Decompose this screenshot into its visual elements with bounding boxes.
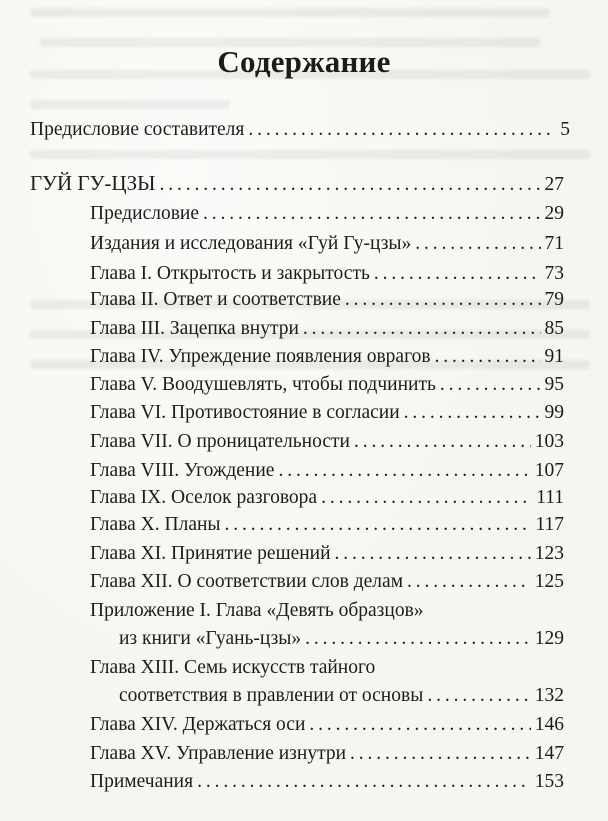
toc-entry-page: 146	[534, 714, 564, 735]
dot-leader	[225, 513, 532, 537]
toc-entry	[90, 232, 564, 256]
dot-leader	[321, 486, 532, 510]
dot-leader	[278, 459, 530, 483]
toc-entry-page: 95	[544, 374, 564, 395]
dot-leader	[415, 232, 540, 256]
dot-leader	[404, 401, 541, 425]
toc-entry-label: Приложение I. Глава «Девять образцов»	[90, 600, 424, 621]
toc-entry-page: 79	[544, 289, 564, 310]
dot-leader	[303, 317, 541, 341]
toc-entry-page: 73	[544, 263, 564, 284]
dot-leader	[440, 373, 541, 397]
toc-entry-label: Глава XI. Принятие решений	[90, 543, 331, 564]
dot-leader	[407, 570, 531, 594]
toc-entry-label: Глава VI. Противостояние в согласии	[90, 402, 400, 423]
toc-entry	[90, 542, 564, 566]
bleed-through-mark	[30, 100, 230, 109]
toc-entry-label: Примечания	[90, 771, 194, 792]
dot-leader	[335, 542, 531, 566]
toc-entry-label: Предисловие	[90, 203, 200, 224]
toc-section-heading	[30, 171, 564, 197]
toc-entry-label: Глава IV. Упреждение появления оврагов	[90, 346, 431, 367]
toc-entry	[90, 713, 564, 737]
toc-entry-label: Глава VII. О проницательности	[90, 431, 350, 452]
toc-entry-label: Глава XII. О соответствии слов делам	[90, 571, 404, 592]
dot-leader	[427, 684, 530, 708]
toc-entry-label: Глава X. Планы	[90, 514, 221, 535]
toc-entry	[90, 742, 564, 766]
toc-entry-page: 123	[534, 543, 564, 564]
toc-entry	[90, 401, 564, 425]
toc-entry	[90, 770, 564, 794]
toc-entry-page: 117	[535, 514, 564, 535]
dot-leader	[345, 288, 541, 312]
toc-entry-continuation: соответствия в правлении от основы	[119, 685, 424, 706]
dot-leader	[354, 430, 531, 454]
toc-entry-label: ГУЙ ГУ-ЦЗЫ	[30, 171, 156, 195]
toc-entry	[119, 627, 564, 651]
toc-entry-page: 125	[534, 571, 564, 592]
toc-entry	[90, 486, 564, 510]
toc-entry-page: 129	[534, 628, 564, 649]
bleed-through-mark	[30, 8, 550, 17]
dot-leader	[203, 202, 540, 226]
toc-entry	[119, 684, 564, 708]
toc-entry	[90, 513, 564, 537]
toc-entry	[90, 202, 564, 226]
toc-entry-page: 99	[544, 402, 564, 423]
toc-entry-label: Глава IX. Оселок разговора	[90, 487, 318, 508]
toc-entry-label: Издания и исследования «Гуй Гу-цзы»	[90, 233, 412, 254]
dot-leader	[159, 173, 540, 197]
toc-entry-label: Глава XIV. Держаться оси	[90, 714, 306, 735]
toc-entry-page: 27	[544, 174, 564, 195]
dot-leader	[197, 770, 531, 794]
dot-leader	[305, 627, 531, 651]
toc-entry-continuation: из книги «Гуань-цзы»	[119, 628, 302, 649]
toc-entry	[90, 317, 564, 341]
toc-entry-page: 103	[534, 431, 564, 452]
bleed-through-mark	[30, 150, 590, 159]
toc-entry-label: Предисловие составителя	[30, 119, 245, 140]
toc-entry-label: Глава VIII. Угождение	[90, 460, 275, 481]
toc-entry-page: 111	[536, 487, 564, 508]
toc-entry-label: Глава III. Зацепка внутри	[90, 318, 299, 339]
toc-entry-page: 147	[534, 743, 564, 764]
toc-entry	[90, 345, 564, 369]
toc-entry-page: 85	[544, 318, 564, 339]
toc-entry-page: 132	[534, 685, 564, 706]
toc-entry-label: Глава I. Открытость и закрытость	[90, 263, 370, 284]
toc-entry-page: 153	[534, 771, 564, 792]
toc-entry	[90, 262, 564, 286]
toc-entry-label: Глава XIII. Семь искусств тайного	[90, 657, 376, 678]
toc-entry	[90, 430, 564, 454]
toc-entry	[30, 118, 570, 142]
toc-entry	[90, 373, 564, 397]
toc-entry	[90, 459, 564, 483]
toc-entry-page: 5	[560, 119, 570, 140]
toc-entry-label: Глава II. Ответ и соответствие	[90, 289, 341, 310]
dot-leader	[309, 713, 530, 737]
dot-leader	[350, 742, 531, 766]
toc-entry-page: 29	[544, 203, 564, 224]
dot-leader	[374, 262, 541, 286]
toc-entry-label: Глава V. Воодушевлять, чтобы подчинить	[90, 374, 436, 395]
toc-entry-page: 107	[534, 460, 564, 481]
page-title: Содержание	[217, 44, 391, 79]
toc-entry	[90, 570, 564, 594]
toc-entry-label: Глава XV. Управление изнутри	[90, 743, 347, 764]
toc-entry-page: 91	[544, 346, 564, 367]
dot-leader	[248, 118, 556, 142]
dot-leader	[435, 345, 541, 369]
toc-entry-page: 71	[544, 233, 564, 254]
toc-entry	[90, 288, 564, 312]
